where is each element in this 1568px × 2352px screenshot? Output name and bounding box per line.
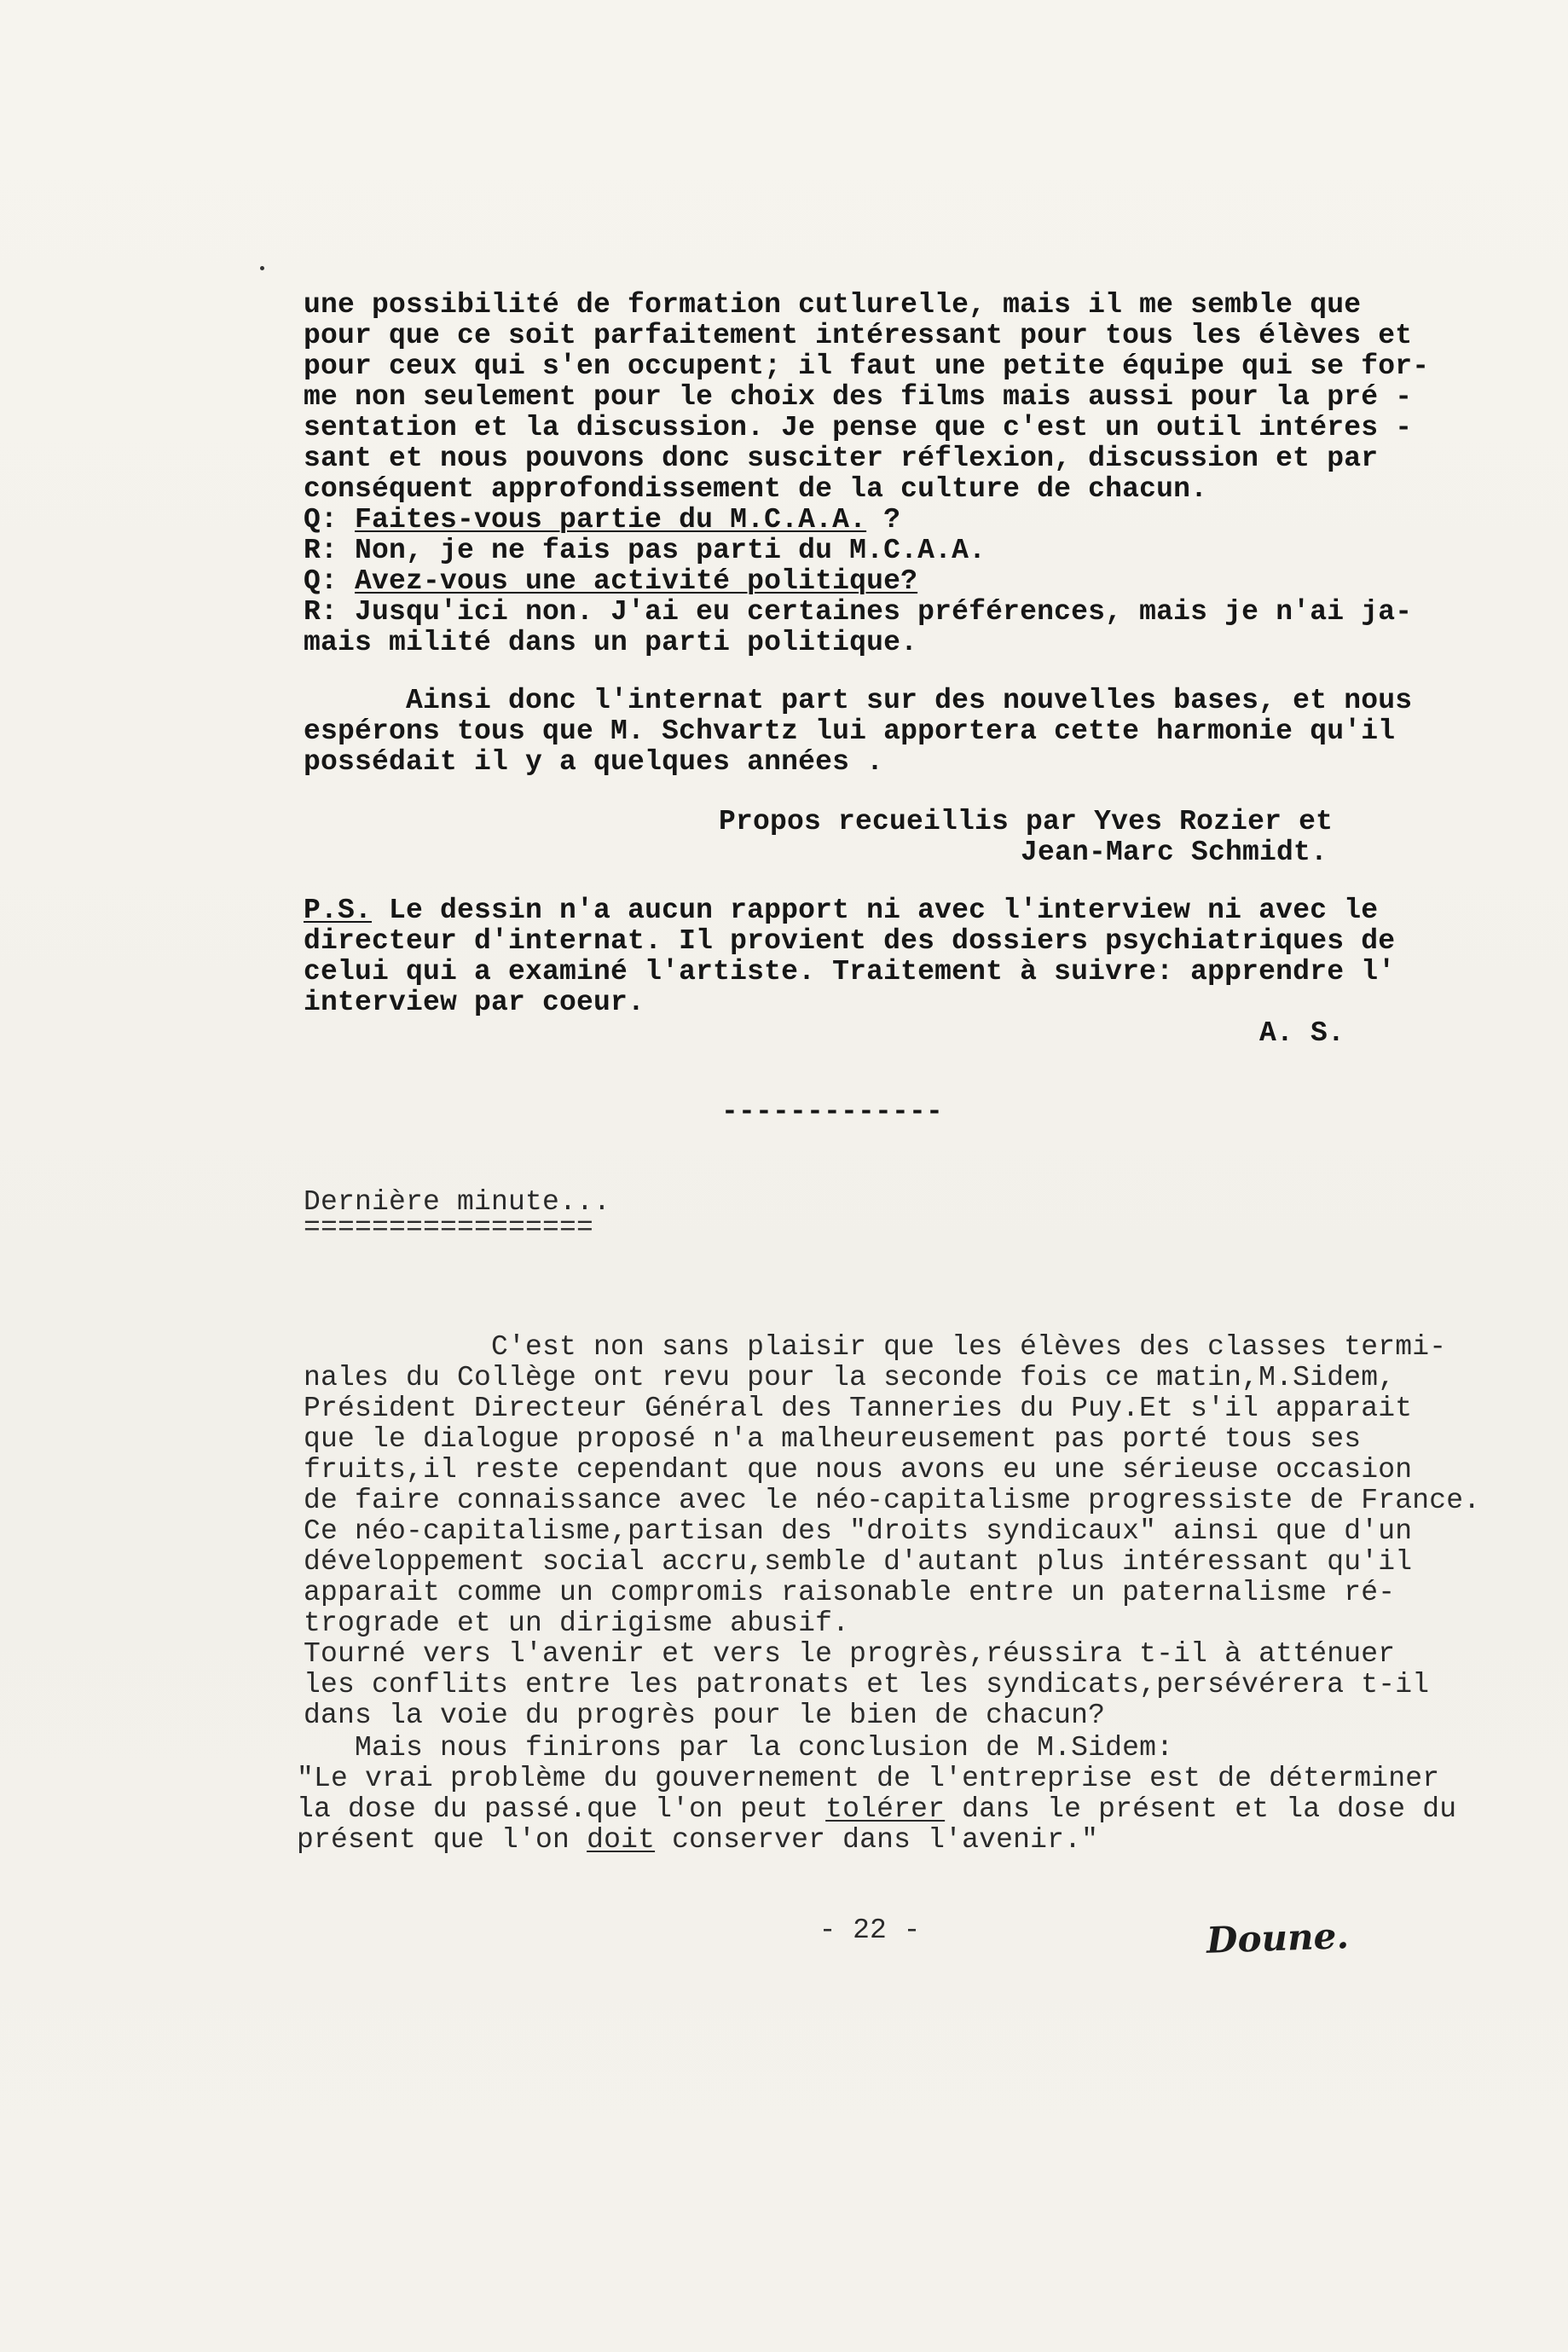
last-minute-line: de faire connaissance avec le néo-capitalisme progressiste de France. bbox=[304, 1485, 1481, 1516]
last-minute-line: Mais nous finirons par la conclusion de M.Sidem: bbox=[304, 1732, 1174, 1764]
interview-line: pour que ce soit parfaitement intéressant pour tous les élèves et bbox=[304, 320, 1413, 351]
qa-prefix: R: bbox=[304, 535, 356, 566]
last-minute-line: Ce néo-capitalisme,partisan des "droits syndicaux" ainsi que d'un bbox=[304, 1515, 1413, 1547]
last-minute-title-underline: ================= bbox=[304, 1212, 594, 1243]
last-minute-line: fruits,il reste cependant que nous avons eu une sérieuse occasion bbox=[304, 1454, 1413, 1486]
quote-text: conserver dans l'avenir." bbox=[655, 1824, 1099, 1856]
ps-label: P.S. bbox=[304, 895, 373, 926]
last-minute-line: apparait comme un compromis raisonable entre un paternalisme ré- bbox=[304, 1577, 1396, 1608]
interview-line: une possibilité de formation cutlurelle, mais il me semble que bbox=[304, 289, 1362, 321]
interview-line: sentation et la discussion. Je pense que c'est un outil intéres - bbox=[304, 412, 1413, 443]
quote-line: "Le vrai problème du gouvernement de l'entreprise est de déterminer bbox=[297, 1763, 1440, 1794]
conclusion-line: Ainsi donc l'internat part sur des nouvelles bases, et nous bbox=[304, 685, 1413, 716]
quote-emphasis: tolérer bbox=[825, 1793, 946, 1825]
qa-suffix: ? bbox=[866, 504, 901, 536]
quote-text: présent que l'on bbox=[297, 1824, 587, 1856]
page-number: - 22 - bbox=[819, 1915, 921, 1946]
credits-line-2: Jean-Marc Schmidt. bbox=[1021, 837, 1328, 868]
quote-line bbox=[297, 1794, 1456, 1825]
last-minute-line: développement social accru,semble d'autant plus intéressant qu'il bbox=[304, 1546, 1413, 1578]
conclusion-line: espérons tous que M. Schvartz lui apportera cette harmonie qu'il bbox=[304, 715, 1396, 747]
last-minute-line: dans la voie du progrès pour le bien de chacun? bbox=[304, 1700, 1106, 1731]
interview-line: conséquent approfondissement de la culture de chacun. bbox=[304, 473, 1208, 505]
ps-line: interview par coeur. bbox=[304, 987, 645, 1018]
author-signature: Doune. bbox=[1206, 1915, 1350, 1961]
qa-answer: Jusqu'ici non. J'ai eu certaines préférences, mais je n'ai ja- bbox=[355, 596, 1413, 628]
last-minute-line: que le dialogue proposé n'a malheureusement pas porté tous ses bbox=[304, 1423, 1362, 1455]
last-minute-line: C'est non sans plaisir que les élèves des classes termi- bbox=[304, 1331, 1447, 1363]
last-minute-line: Président Directeur Général des Tanneries du Puy.Et s'il apparait bbox=[304, 1393, 1413, 1424]
last-minute-title: Dernière minute... bbox=[304, 1186, 611, 1218]
margin-mark bbox=[260, 266, 264, 270]
qa-prefix: Q: bbox=[304, 504, 356, 536]
conclusion-line: possédait il y a quelques années . bbox=[304, 746, 884, 778]
ps-line: celui qui a examiné l'artiste. Traitement à suivre: apprendre l' bbox=[304, 956, 1396, 988]
qa-answer: mais milité dans un parti politique. bbox=[304, 627, 918, 658]
qa-line bbox=[304, 628, 917, 658]
quote-line bbox=[297, 1825, 1098, 1856]
quote-emphasis: doit bbox=[587, 1824, 656, 1856]
qa-question: Avez-vous une activité politique? bbox=[355, 565, 918, 597]
qa-line bbox=[304, 536, 986, 566]
qa-answer: Non, je ne fais pas parti du M.C.A.A. bbox=[355, 535, 987, 566]
ps-text: Le dessin n'a aucun rapport ni avec l'interview ni avec le bbox=[372, 895, 1379, 926]
qa-line bbox=[304, 566, 917, 597]
qa-line bbox=[304, 597, 1412, 628]
last-minute-line: trograde et un dirigisme abusif. bbox=[304, 1608, 850, 1639]
quote-text: la dose du passé.que l'on peut bbox=[297, 1793, 826, 1825]
qa-prefix: R: bbox=[304, 596, 356, 628]
interview-line: me non seulement pour le choix des films mais aussi pour la pré - bbox=[304, 381, 1413, 413]
ps-initials: A. S. bbox=[1259, 1017, 1345, 1049]
credits-line-1: Propos recueillis par Yves Rozier et bbox=[719, 806, 1334, 837]
ps-line bbox=[304, 895, 1378, 926]
interview-line: sant et nous pouvons donc susciter réflexion, discussion et par bbox=[304, 443, 1379, 474]
ps-line: directeur d'internat. Il provient des dossiers psychiatriques de bbox=[304, 925, 1396, 957]
last-minute-line: les conflits entre les patronats et les syndicats,persévérera t-il bbox=[304, 1669, 1430, 1700]
interview-line: pour ceux qui s'en occupent; il faut une petite équipe qui se for- bbox=[304, 350, 1430, 382]
qa-prefix: Q: bbox=[304, 565, 356, 597]
last-minute-line: nales du Collège ont revu pour la seconde fois ce matin,M.Sidem, bbox=[304, 1362, 1396, 1393]
qa-question: Faites-vous partie du M.C.A.A. bbox=[355, 504, 867, 536]
quote-text: dans le présent et la dose du bbox=[945, 1793, 1457, 1825]
section-separator: ------------- bbox=[721, 1096, 944, 1127]
qa-line bbox=[304, 505, 900, 536]
last-minute-line: Tourné vers l'avenir et vers le progrès,réussira t-il à atténuer bbox=[304, 1638, 1396, 1670]
